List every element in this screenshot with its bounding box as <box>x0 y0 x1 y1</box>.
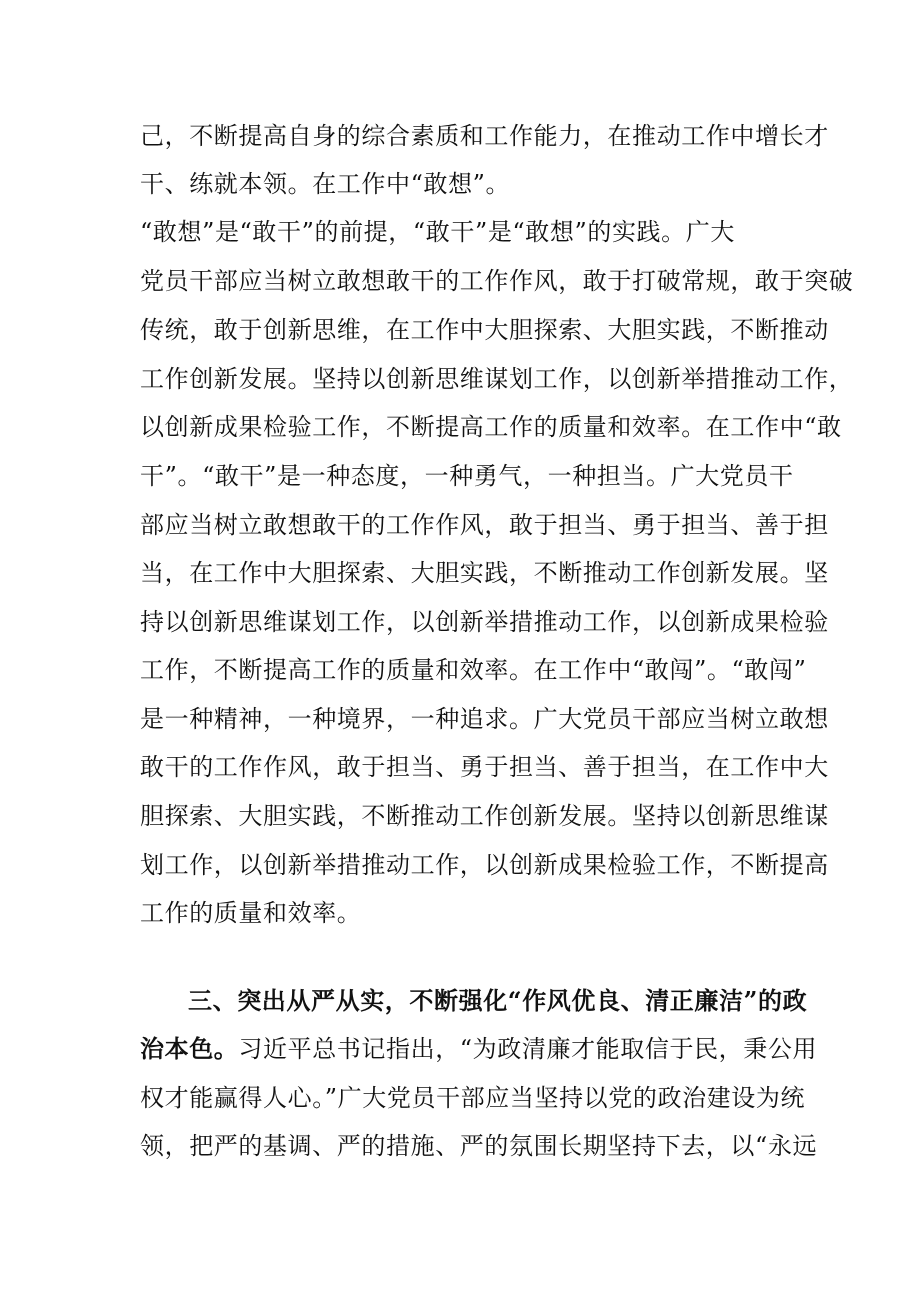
text-line: “敢想”是“敢干”的前提，“敢干”是“敢想”的实践。广大 <box>140 218 735 246</box>
text-line: 以创新成果检验工作，不断提高工作的质量和效率。在工作中“敢 <box>140 413 842 441</box>
text-line: 领，把严的基调、严的措施、严的氛围长期坚持下去，以“永远 <box>140 1132 818 1160</box>
section-heading-continuation <box>140 1029 818 1069</box>
text-line: 己，不断提高自身的综合素质和工作能力，在推动工作中增长才 <box>140 122 829 150</box>
text-line: 部应当树立敢想敢干的工作作风，敢于担当、勇于担当、善于担 <box>140 511 829 539</box>
text-line: 是一种精神，一种境界，一种追求。广大党员干部应当树立敢想 <box>140 705 829 733</box>
text-line: 传统，敢于创新思维，在工作中大胆探索、大胆实践，不断推动 <box>140 316 829 344</box>
text-line: 工作创新发展。坚持以创新思维谋划工作，以创新举措推动工作， <box>140 365 854 393</box>
text-line: 干”。“敢干”是一种态度，一种勇气，一种担当。广大党员干 <box>140 462 794 490</box>
text-line: 当，在工作中大胆探索、大胆实践，不断推动工作创新发展。坚 <box>140 559 829 587</box>
text-line: 胆探索、大胆实践，不断推动工作创新发展。坚持以创新思维谋 <box>140 802 829 830</box>
section-body-start: 习近平总书记指出，“为政清廉才能取信于民，秉公用 <box>238 1035 818 1063</box>
text-line: 工作的质量和效率。 <box>140 899 362 927</box>
text-line: 敢干的工作作风，敢于担当、勇于担当、善于担当，在工作中大 <box>140 753 829 781</box>
text-line: 工作，不断提高工作的质量和效率。在工作中“敢闯”。“敢闯” <box>140 656 807 684</box>
text-line: 干、练就本领。在工作中“敢想”。 <box>140 170 511 198</box>
section-heading: 三、突出从严从实，不断强化“作风优良、清正廉洁”的政 <box>188 986 808 1015</box>
text-line: 持以创新思维谋划工作，以创新举措推动工作，以创新成果检验 <box>140 608 829 636</box>
text-line: 党员干部应当树立敢想敢干的工作作风，敢于打破常规，敢于突破 <box>140 267 854 295</box>
text-line: 权才能赢得人心。”广大党员干部应当坚持以党的政治建设为统 <box>140 1084 806 1112</box>
section-heading-end: 治本色。 <box>140 1034 239 1063</box>
text-line: 划工作，以创新举措推动工作，以创新成果检验工作，不断提高 <box>140 851 829 879</box>
